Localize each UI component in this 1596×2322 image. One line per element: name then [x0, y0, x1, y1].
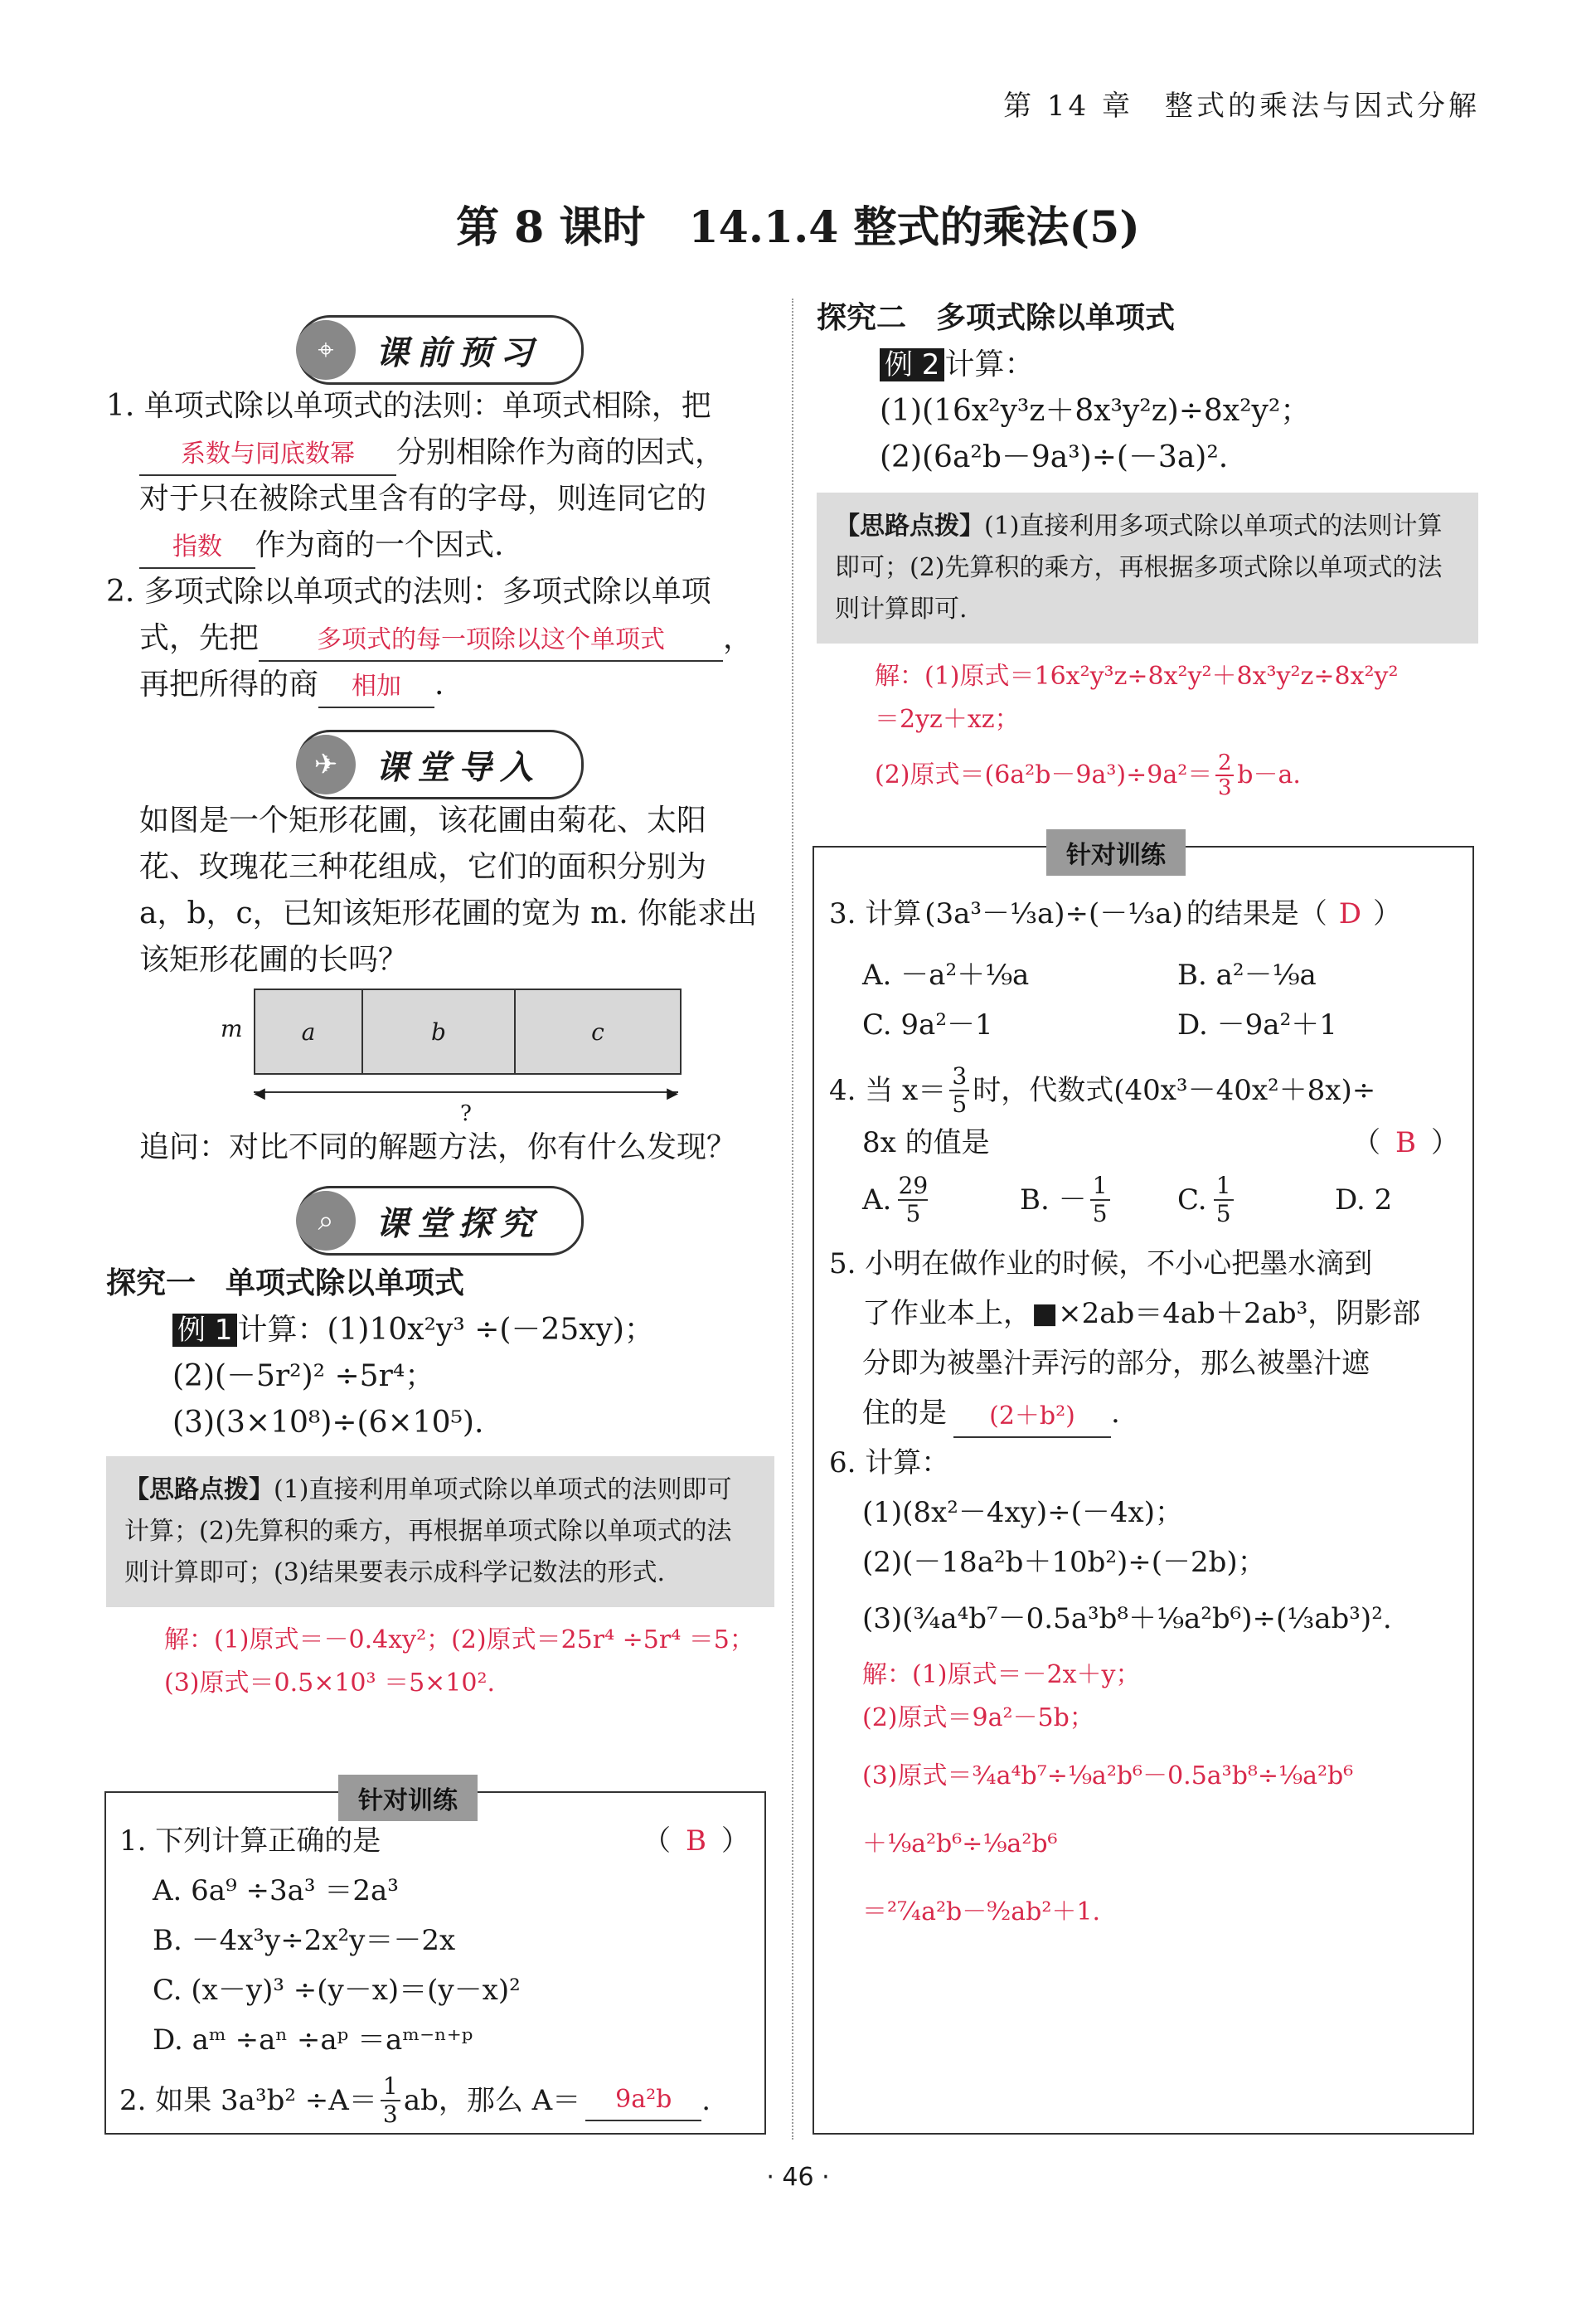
intro-section — [139, 798, 769, 984]
intro-followup: 追问：对比不同的解题方法，你有什么发现？ — [139, 1130, 737, 1164]
preview-q2-text-d: 再把所得的商 — [139, 668, 319, 702]
example2-solution-1: 解：(1)原式＝16x²y³z÷8x²y²＋8x³y²z÷8x²y² — [875, 662, 1399, 691]
train-q1-answer: B — [686, 1824, 706, 1858]
train-q5-answer: (2＋b²) — [953, 1397, 1111, 1438]
flower-bed-diagram — [221, 989, 682, 1126]
column-divider — [792, 299, 793, 2140]
chapter-header: 第 14 章 整式的乘法与因式分解 — [1003, 90, 1480, 123]
example2-tip-head: 【思路点拨】 — [835, 512, 984, 541]
train-q6-text: 6. 计算： — [829, 1446, 950, 1479]
train-q5-line-1: 5. 小明在做作业的时候，不小心把墨水滴到 — [829, 1247, 1373, 1280]
diagram-cell-a: a — [255, 990, 363, 1073]
banner-intro-label: 课堂导入 — [376, 747, 541, 787]
train-q1: 1. 下列计算正确的是 — [119, 1824, 381, 1858]
preview-q2-text-e: . — [434, 668, 444, 702]
train-q1-option-b: B. －4x³y÷2x²y＝－2x — [153, 1924, 456, 1957]
intro-line-3: a，b，c，已知该矩形花圃的宽为 m. 你能求出 — [139, 896, 758, 930]
page-number: · 46 · — [766, 2163, 830, 2192]
location-pin-icon: ⌖ — [296, 320, 356, 380]
intro-line-4: 该矩形花圃的长吗？ — [139, 943, 409, 977]
train-q6-part-2: (2)(－18a²b＋10b²)÷(－2b)； — [862, 1546, 1266, 1579]
train-q5-line-3: 分即为被墨汁弄污的部分，那么被墨汁遮 — [862, 1347, 1370, 1380]
preview-q1-text-b: 分别相除作为商的因式， — [396, 435, 725, 469]
preview-q2-text-b: 式，先把 — [139, 621, 260, 655]
example2-q2: (2)(6a²b－9a³)÷(－3a)². — [880, 440, 1229, 474]
train-q3-option-d: D. －9a²＋1 — [1177, 1008, 1337, 1042]
train-q4-text-b: 8x 的值是 — [862, 1126, 990, 1159]
example2-tip — [817, 493, 1478, 644]
explore2-heading: 探究二 多项式除以单项式 — [817, 301, 1176, 335]
train-q4-option-a: A. 29 5 — [862, 1172, 929, 1227]
paper-plane-icon: ✈ — [296, 735, 356, 794]
diagram-cell-c: c — [591, 1018, 604, 1046]
preview-q2-text: 2. 多项式除以单项式的法则：多项式除以单项 — [106, 575, 711, 609]
page-title: 第 8 课时 14.1.4 整式的乘法(5) — [456, 202, 1140, 253]
training-label-left: 针对训练 — [338, 1775, 478, 1821]
train-q6-solution-3: (3)原式＝¾a⁴b⁷÷⅑a²b⁶－0.5a³b⁸÷⅑a²b⁶ — [862, 1761, 1354, 1790]
preview-section — [106, 383, 769, 708]
train-q6-solution-2: (2)原式＝9a²－5b； — [862, 1703, 1094, 1732]
example2-solution-1b: ＝2yz＋xz； — [875, 705, 1020, 734]
train-q2-answer: 9a²b — [585, 2080, 701, 2121]
example1-tip-text: (1)直接利用单项式除以单项式的法则即可计算；(2)先算积的乘方，再根据单项式除以单项式的法则计算即可；(3)结果要表示成科学记数法的形式. — [124, 1475, 732, 1587]
train-q6-part-3: (3)(¾a⁴b⁷－0.5a³b⁸＋⅑a²b⁶)÷(⅓ab³)². — [862, 1602, 1392, 1635]
training-box-left: 针对训练 1. 下列计算正确的是 （ B ） A. 6a⁹ ÷3a³ ＝2a³ B. －4x³y÷2x²y＝－2x C. (x－y)³ ÷(y－x)＝(y－x)² D. aᵐ ÷aⁿ ÷aᵖ ＝aᵐ⁻ⁿ⁺ᵖ 2. 如果 3a³b² ÷A＝ 1 3 ab，那么 A＝ 9a²b . — [104, 1791, 766, 2135]
intro-line-2: 花、玫瑰花三种花组成，它们的面积分别为 — [139, 850, 707, 884]
diagram-cell-b: b — [363, 990, 516, 1073]
train-q4-answer: B — [1395, 1126, 1416, 1159]
banner-explore-label: 课堂探究 — [376, 1203, 541, 1243]
train-q4-option-c: C. 1 5 — [1177, 1173, 1335, 1227]
train-q1-option-c: C. (x－y)³ ÷(y－x)＝(y－x)² — [153, 1974, 521, 2007]
example2-tip-text: (1)直接利用多项式除以单项式的法则计算即可；(2)先算积的乘方，再根据多项式除以单项式的法则计算即可. — [835, 512, 1443, 624]
preview-q2-text-c: ， — [723, 621, 754, 655]
example1-q1: 计算：(1)10x²y³ ÷(－25xy)； — [237, 1313, 654, 1347]
diagram-length-label: ? — [460, 1101, 472, 1126]
train-q2-fraction: 1 3 — [381, 2073, 400, 2128]
train-q2-text-b: ab，那么 A＝ — [403, 2084, 581, 2117]
train-q6-solution-1: 解：(1)原式＝－2x＋y； — [862, 1660, 1141, 1689]
example1-q3: (3)(3×10⁸)÷(6×10⁵). — [172, 1406, 484, 1440]
example2-solution-2: (2)原式＝(6a²b－9a³)÷9a²＝ 2 3 b－a. — [875, 751, 1301, 800]
preview-q2-blank2: 相加 — [318, 667, 434, 708]
example1-tip — [106, 1456, 774, 1607]
train-q6-solution-4: ＋⅑a²b⁶÷⅑a²b⁶ — [862, 1829, 1058, 1858]
example2-q1: (1)(16x²y³z＋8x³y²z)÷8x²y²； — [880, 394, 1311, 428]
example1-tip-head: 【思路点拨】 — [124, 1475, 274, 1504]
example2-solution-fraction: 2 3 — [1215, 751, 1234, 799]
banner-preview — [297, 315, 584, 385]
train-q4-option-b: B. － 1 5 — [1020, 1173, 1177, 1227]
training-box-right: 针对训练 3. 计算 (3a³－⅓a)÷(－⅓a) 的结果是（ D ） A. －a²＋⅑a B. a²－⅑a C. 9a²－1 D. －9a²＋1 4. 当 x＝ 3 5 时，代数式(40x³－40x²＋8x)÷ 8x 的值是 （ B ） A. 29 5 B. － 1 5 C. 1 5 D. 2 5. 小明在做作业的时候，不小心把墨水滴到 了作业本上，■×2ab＝4ab＋2ab³，阴影部 分即为被墨汁弄污的部分，那么被墨汁遮 住的是 (2＋b²) . 6. 计算： (1)(8x²－4xy)÷(－4x)； (2)(－18a²b＋10b²)÷(－2b)； (3)(¾a⁴b⁷－0.5a³b⁸＋⅑a²b⁶)÷(⅓ab³)². 解：(1)原式＝－2x＋y； (2)原式＝9a²－5b； (3)原式＝¾a⁴b⁷÷⅑a²b⁶－0.5a³b⁸÷⅑a²b⁶ ＋⅑a²b⁶÷⅑a²b⁶ ＝²⁷⁄₄a²b－⁹⁄₂ab²＋1. — [813, 846, 1474, 2135]
explore1-section — [106, 1261, 769, 1705]
preview-q1-text-d: 作为商的一个因式. — [255, 528, 504, 562]
preview-q1-blank1: 系数与同底数幂 — [139, 435, 396, 476]
banner-intro — [297, 730, 584, 799]
train-q2-text: 2. 如果 3a³b² ÷A＝ — [119, 2084, 377, 2117]
example1-solution-2: (3)原式＝0.5×10³ ＝5×10². — [164, 1669, 496, 1698]
train-q3-option-b: B. a²－⅑a — [1177, 959, 1317, 992]
preview-q1-blank2: 指数 — [139, 527, 255, 569]
train-q3-answer: D — [1338, 897, 1362, 930]
example1-tag: 例 1 — [172, 1314, 237, 1347]
train-q3-text: 3. 计算 — [829, 897, 922, 930]
train-q6-part-1: (1)(8x²－4xy)÷(－4x)； — [862, 1496, 1183, 1529]
example1-solution-1: 解：(1)原式＝－0.4xy²；(2)原式＝25r⁴ ÷5r⁴ ＝5； — [164, 1625, 754, 1654]
train-q4-fraction: 3 5 — [949, 1063, 969, 1118]
preview-q1-text-c: 对于只在被除式里含有的字母，则连同它的 — [139, 482, 707, 516]
example2-tag: 例 2 — [880, 348, 944, 381]
explore2-section — [817, 295, 1480, 799]
train-q3-option-a: A. －a²＋⅑a — [862, 959, 1030, 992]
train-q4-text: 4. 当 x＝ — [829, 1074, 947, 1107]
example1-q2: (2)(－5r²)² ÷5r⁴； — [172, 1359, 435, 1393]
train-q6-solution-5: ＝²⁷⁄₄a²b－⁹⁄₂ab²＋1. — [862, 1897, 1101, 1926]
example2-q: 计算： — [944, 347, 1035, 381]
preview-q2-blank1: 多项式的每一项除以这个单项式 — [259, 620, 723, 662]
train-q5-line-4: 住的是 — [862, 1397, 947, 1430]
banner-preview-label: 课前预习 — [376, 333, 541, 372]
magnifier-icon: ⌕ — [296, 1191, 356, 1251]
train-q1-option-d: D. aᵐ ÷aⁿ ÷aᵖ ＝aᵐ⁻ⁿ⁺ᵖ — [153, 2023, 473, 2057]
train-q4-options — [829, 1173, 1459, 1227]
train-q3-option-c: C. 9a²－1 — [862, 1008, 993, 1042]
explore1-heading: 探究一 单项式除以单项式 — [106, 1266, 465, 1300]
diagram-width-label: m — [221, 1015, 243, 1042]
train-q3-expr: (3a³－⅓a)÷(－⅓a) — [924, 897, 1183, 930]
preview-q1-text: 1. 单项式除以单项式的法则：单项式相除，把 — [106, 389, 711, 423]
intro-line-1: 如图是一个矩形花圃，该花圃由菊花、太阳 — [139, 804, 707, 838]
train-q5-line-2: 了作业本上，■×2ab＝4ab＋2ab³，阴影部 — [862, 1297, 1421, 1330]
train-q4-option-d: D. 2 — [1335, 1183, 1393, 1217]
training-label-right: 针对训练 — [1046, 829, 1186, 876]
train-q1-option-a: A. 6a⁹ ÷3a³ ＝2a³ — [153, 1874, 399, 1907]
diagram-length-arrow: ◀ ▶ — [254, 1085, 678, 1102]
banner-explore — [297, 1186, 584, 1256]
